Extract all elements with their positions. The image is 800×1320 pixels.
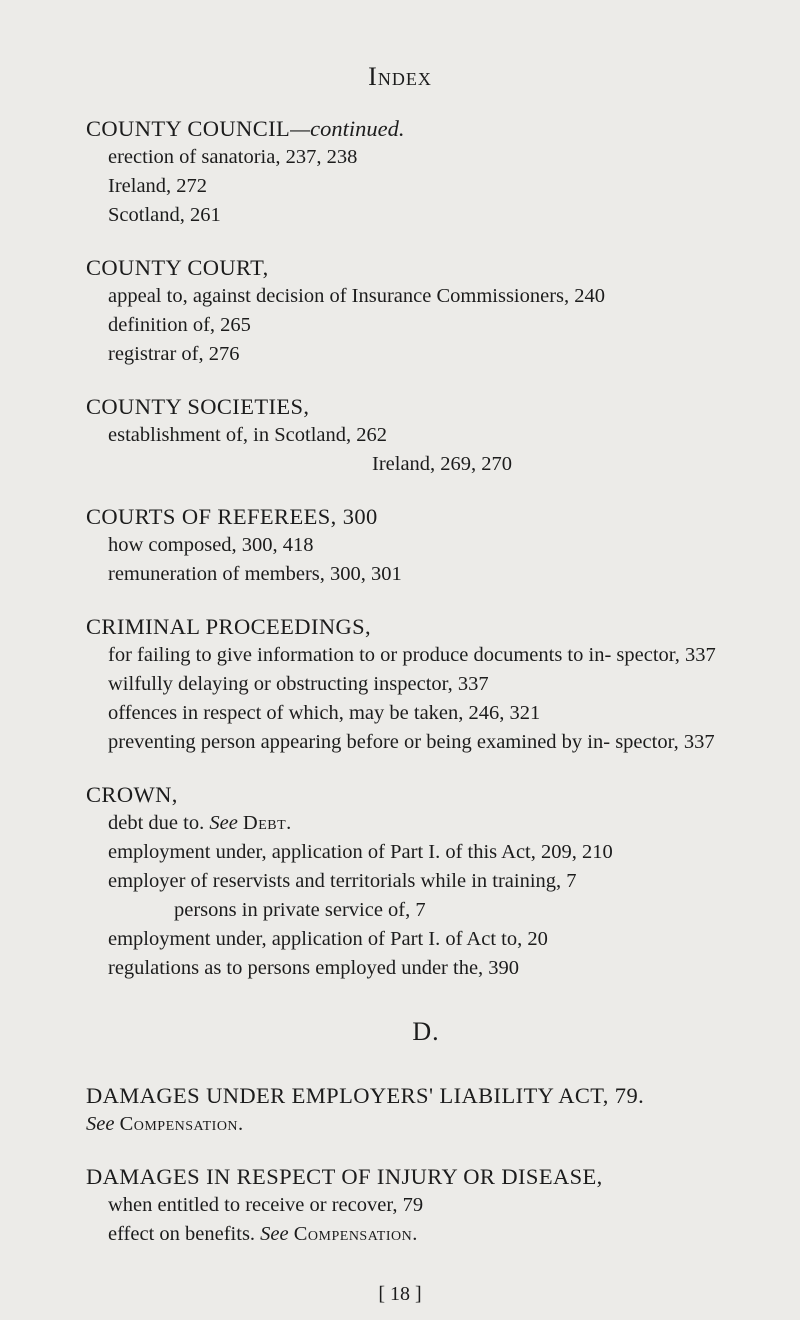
index-entry (86, 1162, 766, 1249)
entry-heading-text: DAMAGES IN RESPECT OF INJURY OR DISEASE, (86, 1164, 603, 1189)
cross-reference: Compensation. (119, 1113, 244, 1135)
entry-subheading (86, 670, 766, 699)
subheading-text: regulations as to persons employed under the, 390 (108, 957, 520, 979)
entry-subheading (86, 641, 766, 670)
subheading-text: when entitled to receive or recover, 79 (108, 1194, 424, 1216)
subheading-text: establishment of, in Scotland, 262 (108, 424, 387, 446)
entry-heading-text: COUNTY COUNCIL (86, 116, 291, 141)
entry-heading (86, 612, 766, 641)
entry-heading (86, 502, 766, 531)
running-head (0, 62, 800, 92)
index-entry (86, 392, 766, 479)
subheading-text: definition of, 265 (108, 314, 251, 336)
subheading-text: Ireland, 269, 270 (372, 453, 513, 475)
index-entry (86, 253, 766, 369)
entry-subheading (86, 809, 766, 838)
subheading-text: preventing person appearing before or being examined by in- spector, 337 (108, 731, 715, 753)
see-label: See (209, 812, 238, 834)
entry-subheading (86, 1191, 766, 1220)
subheading-text: how composed, 300, 418 (108, 534, 314, 556)
index-entry (86, 780, 766, 983)
entry-heading-text: CROWN, (86, 782, 178, 807)
entry-subheading (86, 531, 766, 560)
entry-subheading (86, 311, 766, 340)
entry-subheading (86, 172, 766, 201)
index-entry (86, 1081, 766, 1139)
section-letter: D. (412, 1017, 440, 1046)
entry-subheading (86, 867, 766, 896)
subheading-text: appeal to, against decision of Insurance Commissioners, 240 (108, 285, 606, 307)
subheading-text: effect on benefits. (108, 1223, 256, 1245)
entry-heading (86, 114, 766, 143)
see-label: See (260, 1223, 289, 1245)
entry-subheading (86, 838, 766, 867)
running-head-rest: ndex (377, 62, 432, 91)
see-label: See (86, 1113, 115, 1135)
entry-heading-text: COURTS OF REFEREES, 300 (86, 504, 378, 529)
subheading-text: debt due to. (108, 812, 205, 834)
entry-heading-text: CRIMINAL PROCEEDINGS, (86, 614, 372, 639)
subheading-text: for failing to give information to or produce documents to in- spector, 337 (108, 644, 716, 666)
entry-subheading (86, 340, 766, 369)
entry-subheading (86, 925, 766, 954)
index-content (86, 114, 766, 1272)
subheading-text: Scotland, 261 (108, 204, 221, 226)
subheading-text: employer of reservists and territorials while in training, 7 (108, 870, 577, 892)
subheading-text: persons in private service of, 7 (174, 899, 426, 921)
subheading-text: erection of sanatoria, 237, 238 (108, 146, 358, 168)
entry-heading-text: COUNTY COURT, (86, 255, 269, 280)
subheading-text: remuneration of members, 300, 301 (108, 563, 402, 585)
entry-subheading (86, 1220, 766, 1249)
entry-subheading (86, 954, 766, 983)
cross-reference: Compensation. (293, 1223, 418, 1245)
entry-subheading (86, 1110, 766, 1139)
entry-subheading (86, 201, 766, 230)
index-entry (86, 502, 766, 589)
entry-heading (86, 1162, 766, 1191)
cross-reference: Debt. (242, 812, 292, 834)
entry-heading (86, 392, 766, 421)
running-head-initial: I (368, 62, 378, 91)
subheading-text: registrar of, 276 (108, 343, 240, 365)
entry-heading (86, 1081, 766, 1110)
subheading-text: Ireland, 272 (108, 175, 208, 197)
entry-subheading (86, 699, 766, 728)
index-entry (86, 612, 766, 757)
continued-label: —continued. (290, 116, 405, 141)
entry-subheading (86, 728, 766, 757)
subheading-text: employment under, application of Part I. of this Act, 209, 210 (108, 841, 613, 863)
subheading-text: employment under, application of Part I. of Act to, 20 (108, 928, 548, 950)
index-section-d (86, 1081, 766, 1249)
entry-subheading (86, 143, 766, 172)
entry-subheading (372, 450, 766, 479)
index-section-c (86, 114, 766, 983)
entry-heading (86, 253, 766, 282)
entry-heading-text: COUNTY SOCIETIES, (86, 394, 310, 419)
page-number: [ 18 ] (378, 1283, 422, 1305)
subheading-text: wilfully delaying or obstructing inspector, 337 (108, 673, 489, 695)
entry-subheading (86, 282, 766, 311)
entry-heading-text: DAMAGES UNDER EMPLOYERS' LIABILITY ACT, 79. (86, 1083, 645, 1108)
entry-subheading (86, 896, 766, 925)
index-entry (86, 114, 766, 230)
entry-heading (86, 780, 766, 809)
subheading-text: offences in respect of which, may be taken, 246, 321 (108, 702, 541, 724)
entry-subheading (86, 421, 766, 450)
entry-subheading (86, 560, 766, 589)
